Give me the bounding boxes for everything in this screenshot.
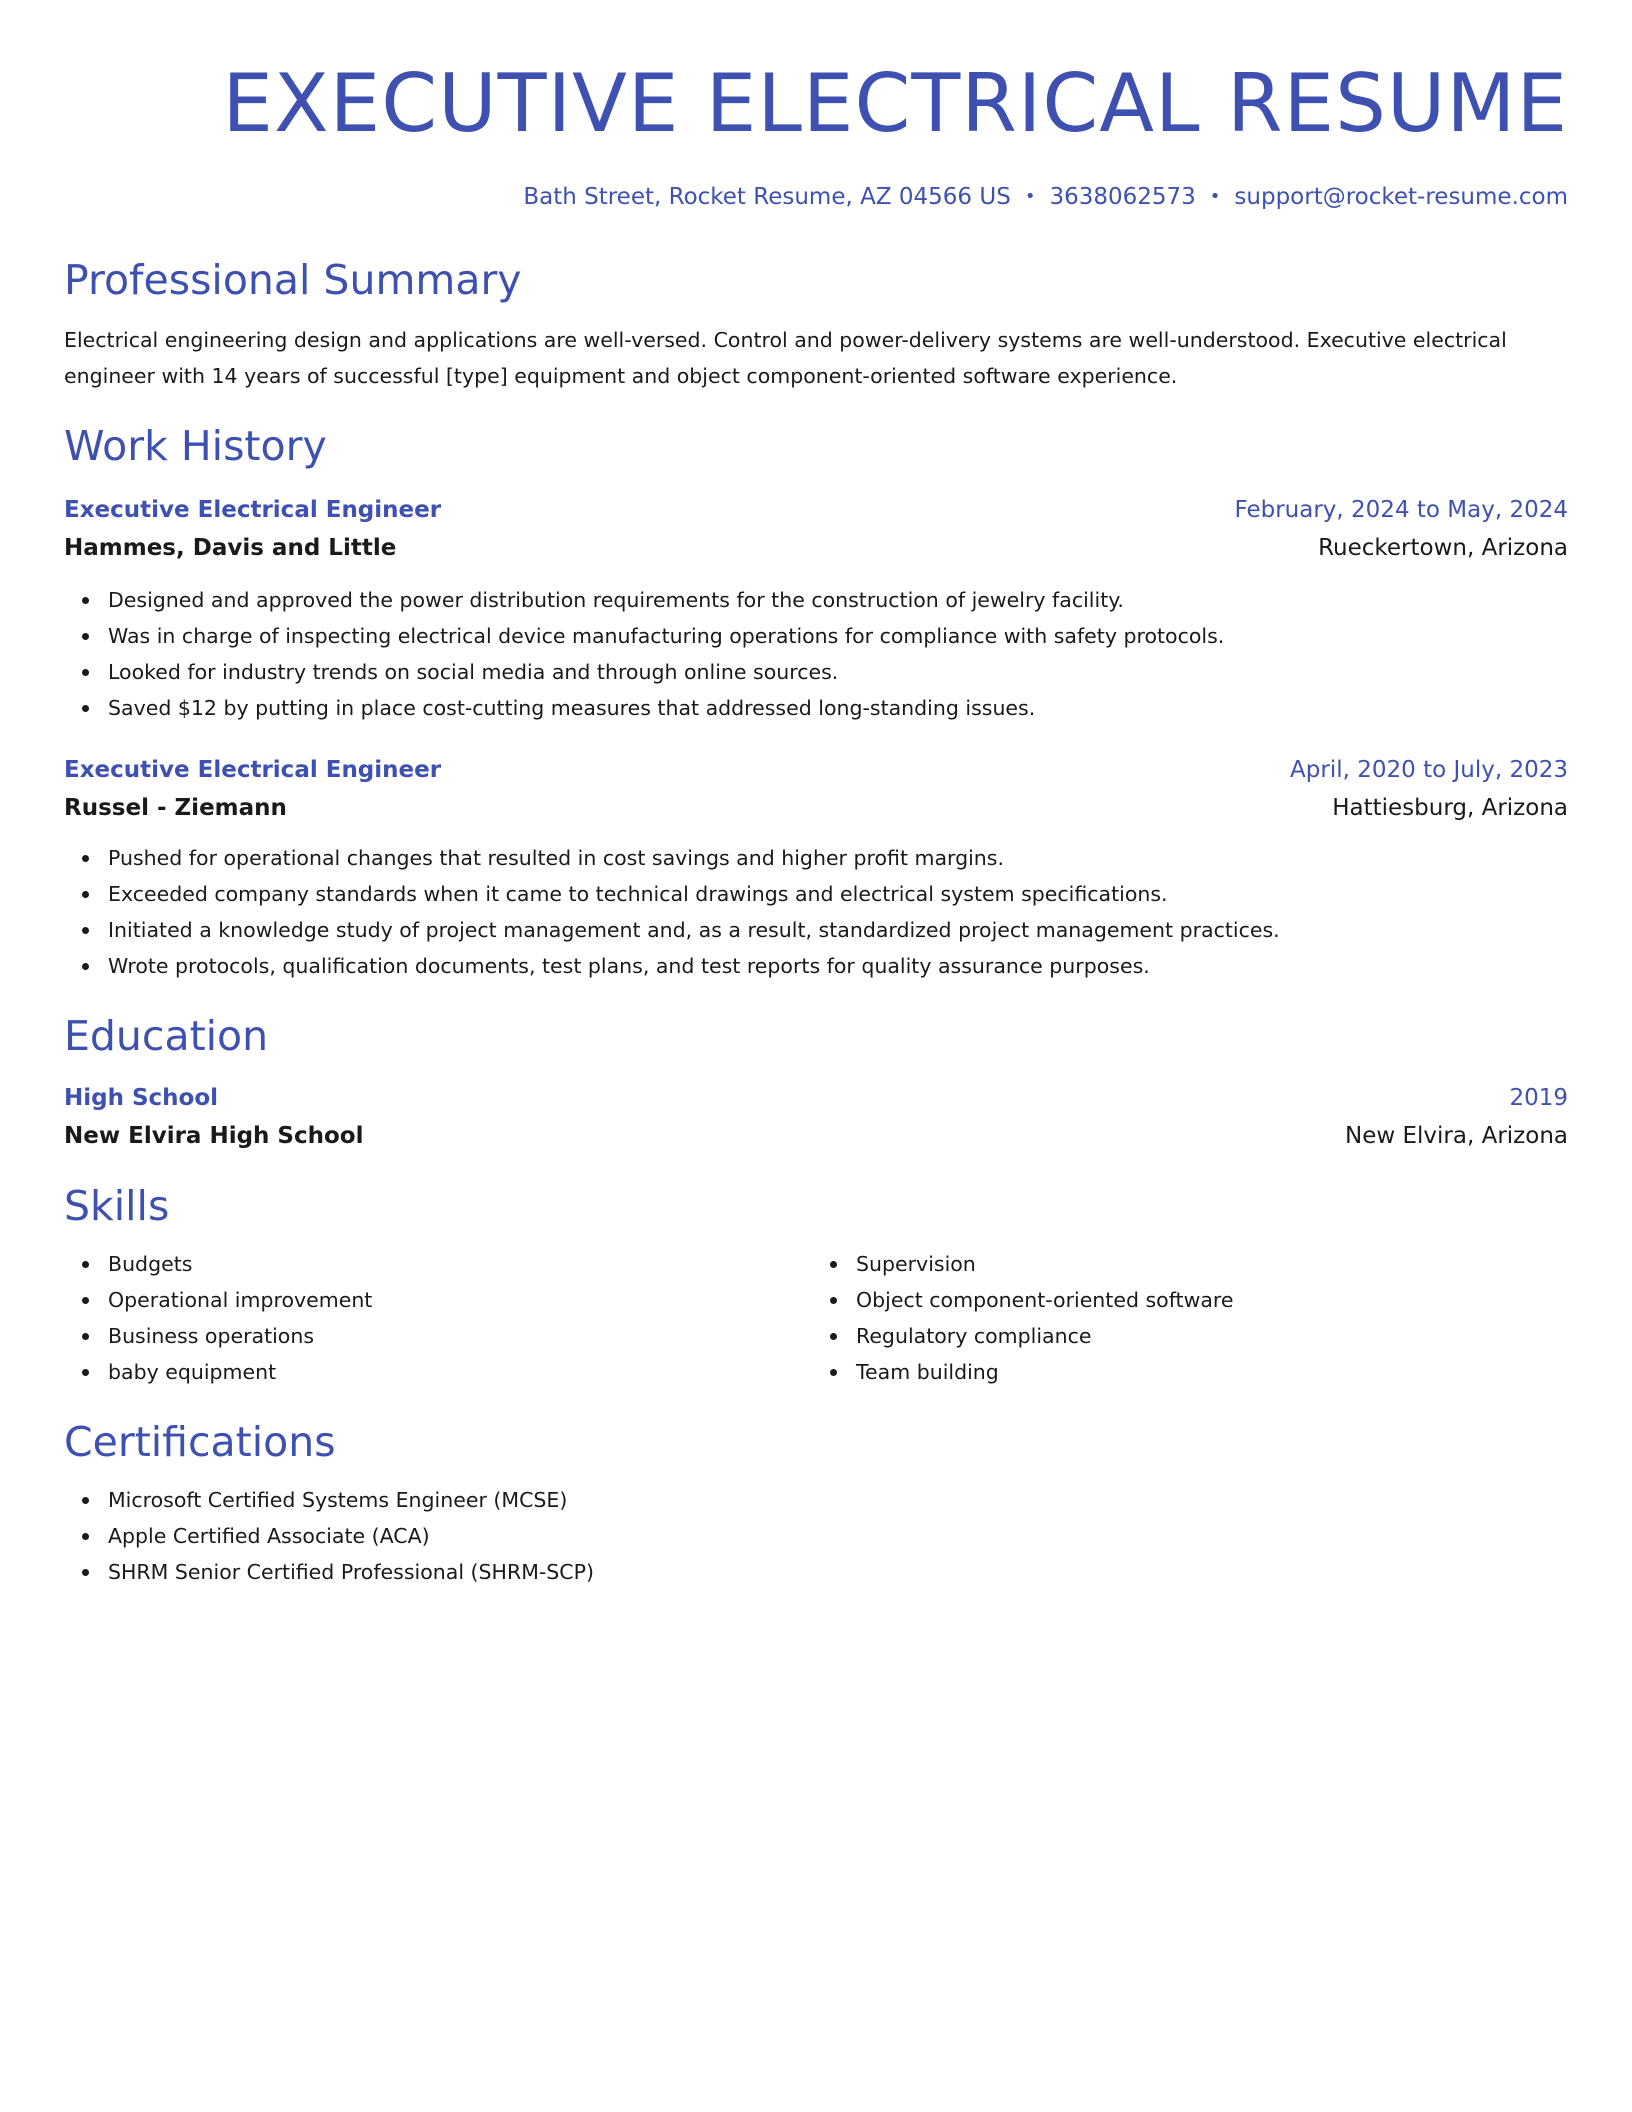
certifications-list	[64, 1482, 1568, 1590]
list-item: Exceeded company standards when it came to technical drawings and electrical system specifications.	[108, 876, 1568, 912]
education-school: New Elvira High School	[64, 1123, 364, 1149]
education-school-row	[64, 1116, 1568, 1156]
section-heading-certifications: Certifications	[64, 1418, 336, 1466]
list-item: Designed and approved the power distribution requirements for the construction of jewelry facility.	[108, 582, 1568, 618]
list-item: Team building	[856, 1354, 1568, 1390]
contact-separator: •	[1209, 186, 1221, 207]
list-item: Operational improvement	[108, 1282, 816, 1318]
skills-list-left	[64, 1246, 816, 1390]
job-dates: February, 2024 to May, 2024	[1234, 497, 1568, 523]
list-item: Wrote protocols, qualification documents, test plans, and test reports for quality assurance purposes.	[108, 948, 1568, 984]
contact-phone: 3638062573	[1049, 184, 1196, 210]
education-degree-row	[64, 1080, 1568, 1116]
contact-separator: •	[1024, 186, 1036, 207]
contact-address: Bath Street, Rocket Resume, AZ 04566 US	[523, 184, 1011, 210]
education-year: 2019	[1509, 1085, 1568, 1111]
list-item: Apple Certified Associate (ACA)	[108, 1518, 1568, 1554]
list-item: Pushed for operational changes that resulted in cost savings and higher profit margins.	[108, 840, 1568, 876]
job-company: Russel - Ziemann	[64, 795, 287, 821]
list-item: SHRM Senior Certified Professional (SHRM-SCP)	[108, 1554, 1568, 1590]
education-entry	[64, 1080, 1568, 1156]
job-company-row	[64, 788, 1568, 828]
skills-list-right	[816, 1246, 1568, 1390]
list-item: Saved $12 by putting in place cost-cutting measures that addressed long-standing issues.	[108, 690, 1568, 726]
resume-title: EXECUTIVE ELECTRICAL RESUME	[222, 57, 1568, 150]
contact-email: support@rocket-resume.com	[1234, 184, 1568, 210]
job-title-row	[64, 752, 1568, 788]
section-heading-skills: Skills	[64, 1182, 170, 1230]
job-location: Rueckertown, Arizona	[1318, 535, 1568, 561]
job-dates: April, 2020 to July, 2023	[1290, 757, 1568, 783]
list-item: Object component-oriented software	[856, 1282, 1568, 1318]
education-degree: High School	[64, 1085, 219, 1111]
section-heading-summary: Professional Summary	[64, 256, 522, 304]
section-heading-education: Education	[64, 1012, 269, 1060]
list-item: Initiated a knowledge study of project management and, as a result, standardized project management practices.	[108, 912, 1568, 948]
list-item: Looked for industry trends on social media and through online sources.	[108, 654, 1568, 690]
contact-line	[64, 182, 1568, 212]
education-location: New Elvira, Arizona	[1345, 1123, 1568, 1149]
list-item: Supervision	[856, 1246, 1568, 1282]
job-title-row	[64, 492, 1568, 528]
job-bullets	[64, 840, 1568, 984]
list-item: Business operations	[108, 1318, 816, 1354]
list-item: Was in charge of inspecting electrical device manufacturing operations for compliance with safety protocols.	[108, 618, 1568, 654]
job-company: Hammes, Davis and Little	[64, 535, 397, 561]
job-title: Executive Electrical Engineer	[64, 497, 442, 523]
job-entry	[64, 492, 1568, 726]
job-entry	[64, 752, 1568, 984]
summary-text: Electrical engineering design and applications are well-versed. Control and power-delivery systems are well-understood. Executive electrical engineer with 14 years of successful [type] equipment and object component-oriented software experience.	[64, 328, 1507, 388]
job-location: Hattiesburg, Arizona	[1332, 795, 1568, 821]
job-bullets	[64, 582, 1568, 726]
skills-columns	[64, 1246, 1568, 1390]
list-item: Budgets	[108, 1246, 816, 1282]
job-title: Executive Electrical Engineer	[64, 757, 442, 783]
section-heading-work-history: Work History	[64, 422, 327, 470]
job-company-row	[64, 528, 1568, 568]
list-item: baby equipment	[108, 1354, 816, 1390]
list-item: Regulatory compliance	[856, 1318, 1568, 1354]
list-item: Microsoft Certified Systems Engineer (MCSE)	[108, 1482, 1568, 1518]
